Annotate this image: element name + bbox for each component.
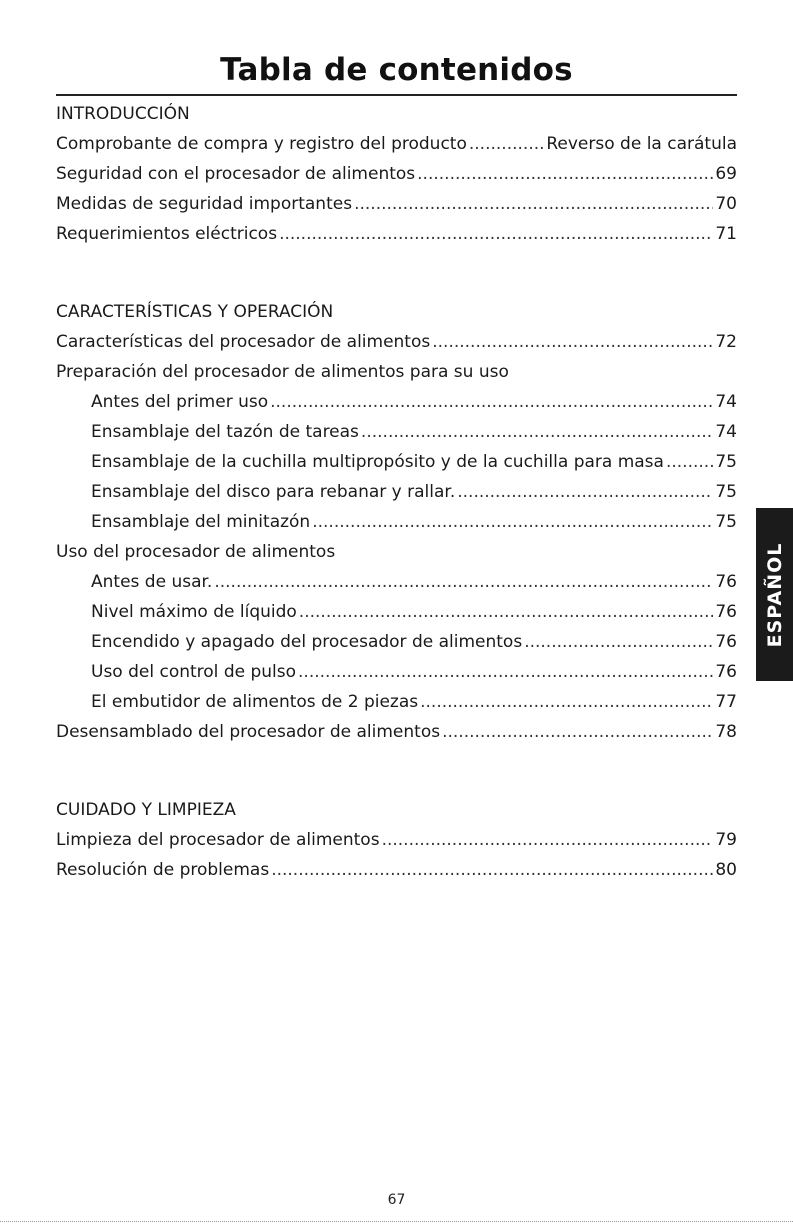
toc-entry-page: 76 bbox=[715, 632, 737, 652]
dot-leader bbox=[442, 717, 713, 747]
toc-entry-page: 72 bbox=[715, 332, 737, 352]
toc-entry-title: Comprobante de compra y registro del producto bbox=[56, 134, 467, 154]
language-tab bbox=[756, 508, 793, 681]
toc-entry[interactable] bbox=[56, 825, 737, 855]
toc-entry[interactable] bbox=[56, 597, 737, 627]
toc-entry-page: 74 bbox=[715, 392, 737, 412]
dot-leader bbox=[299, 597, 714, 627]
dot-leader bbox=[432, 327, 713, 357]
toc-entry[interactable] bbox=[56, 129, 737, 159]
dot-leader bbox=[524, 627, 713, 657]
toc-entry-title: El embutidor de alimentos de 2 piezas bbox=[91, 692, 419, 712]
toc-entry[interactable] bbox=[56, 189, 737, 219]
toc-entry-title: Limpieza del procesador de alimentos bbox=[56, 830, 380, 850]
toc-entry-title: Seguridad con el procesador de alimentos bbox=[56, 164, 416, 184]
toc-entry-title: Encendido y apagado del procesador de alimentos bbox=[91, 632, 523, 652]
section-gap bbox=[56, 747, 737, 795]
toc-entry[interactable] bbox=[56, 477, 737, 507]
toc-entry[interactable] bbox=[56, 417, 737, 447]
toc-entry-page: Reverso de la carátula bbox=[546, 134, 737, 154]
toc-entry[interactable] bbox=[56, 627, 737, 657]
dot-leader bbox=[279, 219, 713, 249]
toc-entry-title: Resolución de problemas bbox=[56, 860, 270, 880]
toc-entry-title: Nivel máximo de líquido bbox=[91, 602, 297, 622]
toc-entry[interactable] bbox=[56, 687, 737, 717]
toc-entry-title: Medidas de seguridad importantes bbox=[56, 194, 353, 214]
toc-entry-page: 77 bbox=[715, 692, 737, 712]
toc-entry-page: 76 bbox=[715, 602, 737, 622]
toc-entry-page: 78 bbox=[715, 722, 737, 742]
toc-entry-page: 75 bbox=[715, 452, 737, 472]
toc-entry[interactable] bbox=[56, 357, 737, 387]
toc-entry[interactable] bbox=[56, 717, 737, 747]
toc-entry[interactable] bbox=[56, 657, 737, 687]
dot-leader bbox=[214, 567, 713, 597]
table-of-contents bbox=[56, 99, 737, 885]
dot-leader bbox=[298, 657, 713, 687]
toc-entry-page: 69 bbox=[715, 164, 737, 184]
page-title: Tabla de contenidos bbox=[220, 52, 573, 88]
toc-entry-title: Ensamblaje del tazón de tareas bbox=[91, 422, 359, 442]
toc-entry-title: Ensamblaje del disco para rebanar y rallar. bbox=[91, 482, 456, 502]
dot-leader bbox=[312, 507, 713, 537]
dot-leader bbox=[420, 687, 713, 717]
dot-leader bbox=[457, 477, 713, 507]
section-heading: CARACTERÍSTICAS Y OPERACIÓN bbox=[56, 302, 334, 322]
toc-entry-page: 79 bbox=[715, 830, 737, 850]
toc-entry-page: 75 bbox=[715, 512, 737, 532]
toc-entry[interactable] bbox=[56, 327, 737, 357]
toc-entry-title: Preparación del procesador de alimentos para su uso bbox=[56, 362, 509, 382]
dot-leader bbox=[270, 387, 713, 417]
section-heading: CUIDADO Y LIMPIEZA bbox=[56, 800, 236, 820]
toc-entry[interactable] bbox=[56, 567, 737, 597]
page-number: 67 bbox=[387, 1192, 406, 1208]
dot-leader bbox=[469, 129, 544, 159]
bottom-divider bbox=[0, 1221, 793, 1222]
dot-leader bbox=[361, 417, 713, 447]
toc-entry-title: Antes de usar. bbox=[91, 572, 213, 592]
toc-entry[interactable] bbox=[56, 387, 737, 417]
toc-entry[interactable] bbox=[56, 159, 737, 189]
toc-entry-page: 75 bbox=[715, 482, 737, 502]
toc-entry-title: Antes del primer uso bbox=[91, 392, 269, 412]
toc-entry-title: Ensamblaje del minitazón bbox=[91, 512, 311, 532]
toc-entry[interactable] bbox=[56, 507, 737, 537]
toc-entry-page: 74 bbox=[715, 422, 737, 442]
toc-entry-title: Requerimientos eléctricos bbox=[56, 224, 278, 244]
toc-entry[interactable] bbox=[56, 447, 737, 477]
toc-entry[interactable] bbox=[56, 855, 737, 885]
toc-entry-page: 76 bbox=[715, 572, 737, 592]
toc-entry[interactable] bbox=[56, 537, 737, 567]
toc-entry[interactable] bbox=[56, 219, 737, 249]
dot-leader bbox=[666, 447, 713, 477]
toc-entry-title: Uso del control de pulso bbox=[91, 662, 297, 682]
dot-leader bbox=[417, 159, 713, 189]
title-rule bbox=[56, 94, 737, 96]
toc-entry-title: Características del procesador de alimentos bbox=[56, 332, 431, 352]
dot-leader bbox=[354, 189, 713, 219]
section-gap bbox=[56, 249, 737, 297]
dot-leader bbox=[271, 855, 713, 885]
toc-entry-title: Ensamblaje de la cuchilla multipropósito y de la cuchilla para masa bbox=[91, 452, 664, 472]
toc-entry-title: Uso del procesador de alimentos bbox=[56, 542, 336, 562]
toc-entry-page: 80 bbox=[715, 860, 737, 880]
toc-entry-page: 76 bbox=[715, 662, 737, 682]
toc-entry-page: 71 bbox=[715, 224, 737, 244]
dot-leader bbox=[382, 825, 714, 855]
section-heading: INTRODUCCIÓN bbox=[56, 104, 190, 124]
language-tab-label: ESPAÑOL bbox=[763, 542, 786, 647]
toc-entry-page: 70 bbox=[715, 194, 737, 214]
toc-entry-title: Desensamblado del procesador de alimentos bbox=[56, 722, 441, 742]
